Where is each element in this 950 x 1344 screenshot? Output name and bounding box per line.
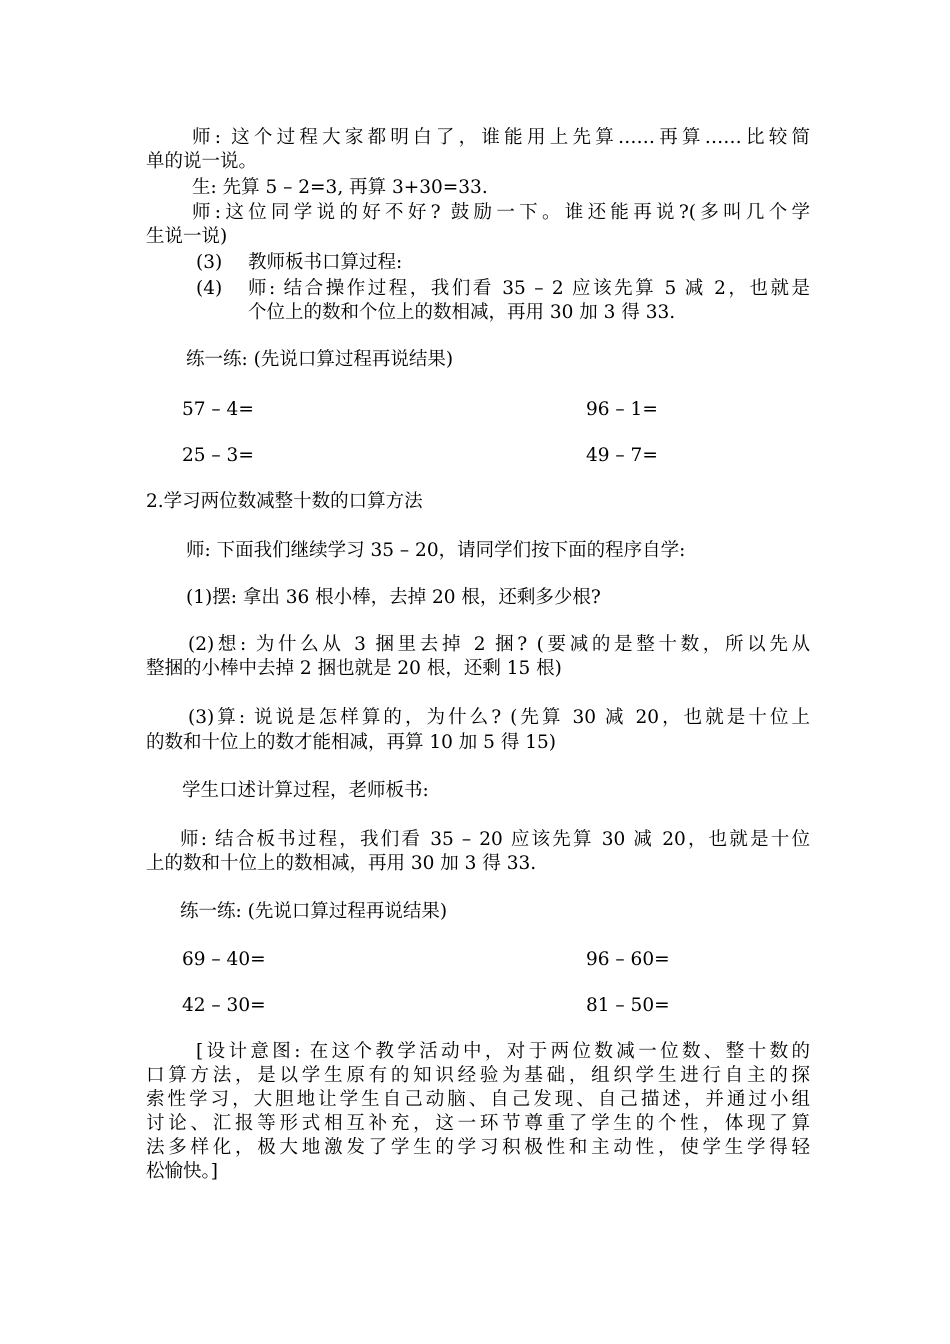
text-line: 生说一说) (146, 226, 228, 247)
exercise: 42 – 30= (182, 995, 266, 1016)
text-line: 生: 先算 5 – 2=3, 再算 3+30=33. (192, 177, 488, 198)
text-line: (3)算: 说说是怎样算的，为什么? (先算 30 减 20，也就是十位上 (188, 707, 810, 728)
list-marker: (4) (196, 278, 223, 299)
exercise: 57 – 4= (182, 399, 254, 420)
text-line: 师: 这个过程大家都明白了，谁能用上先算……再算……比较简 (192, 127, 810, 148)
exercise: 96 – 1= (586, 399, 658, 420)
exercise: 49 – 7= (586, 445, 658, 466)
list-marker: (3) (196, 252, 223, 273)
section-heading: 2.学习两位数减整十数的口算方法 (146, 491, 423, 512)
exercise: 81 – 50= (586, 995, 670, 1016)
practice-title: 练一练: (先说口算过程再说结果) (186, 349, 454, 370)
text-line: (1)摆: 拿出 36 根小棒，去掉 20 根，还剩多少根? (186, 587, 601, 608)
list-item-text: 教师板书口算过程: (248, 252, 403, 273)
text-line: 师: 下面我们继续学习 35 – 20，请同学们按下面的程序自学: (186, 540, 686, 561)
list-item-continuation: 个位上的数和个位上的数相减，再用 30 加 3 得 33. (248, 302, 676, 323)
text-line: 索性学习，大胆地让学生自己动脑、自己发现、自己描述，并通过小组 (146, 1089, 810, 1110)
exercise: 25 – 3= (182, 445, 254, 466)
exercise: 96 – 60= (586, 949, 670, 970)
text-line: 的数和十位上的数才能相减，再算 10 加 5 得 15) (146, 732, 556, 753)
text-line: 松愉快。] (146, 1161, 218, 1182)
text-line: 整捆的小棒中去掉 2 捆也就是 20 根，还剩 15 根) (146, 658, 562, 679)
text-line: 学生口述计算过程，老师板书: (182, 780, 429, 801)
text-line: [设计意图: 在这个教学活动中，对于两位数减一位数、整十数的 (196, 1041, 810, 1062)
text-line: 法多样化，极大地激发了学生的学习积极性和主动性，使学生学得轻 (146, 1137, 810, 1158)
text-line: 口算方法，是以学生原有的知识经验为基础，组织学生进行自主的探 (146, 1065, 810, 1086)
text-line: 师: 结合板书过程，我们看 35 – 20 应该先算 30 减 20，也就是十位 (180, 829, 810, 850)
text-line: 上的数和十位上的数相减，再用 30 加 3 得 33. (146, 853, 537, 874)
text-line: (2)想: 为什么从 3 捆里去掉 2 捆? (要减的是整十数，所以先从 (188, 634, 810, 655)
text-line: 师:这位同学说的好不好? 鼓励一下。谁还能再说?(多叫几个学 (192, 202, 810, 223)
exercise: 69 – 40= (182, 949, 266, 970)
practice-title: 练一练: (先说口算过程再说结果) (180, 901, 448, 922)
list-item-text: 师: 结合操作过程，我们看 35 – 2 应该先算 5 减 2，也就是 (248, 278, 810, 299)
text-line: 讨论、汇报等形式相互补充，这一环节尊重了学生的个性，体现了算 (146, 1113, 810, 1134)
text-line: 单的说一说。 (146, 151, 258, 172)
